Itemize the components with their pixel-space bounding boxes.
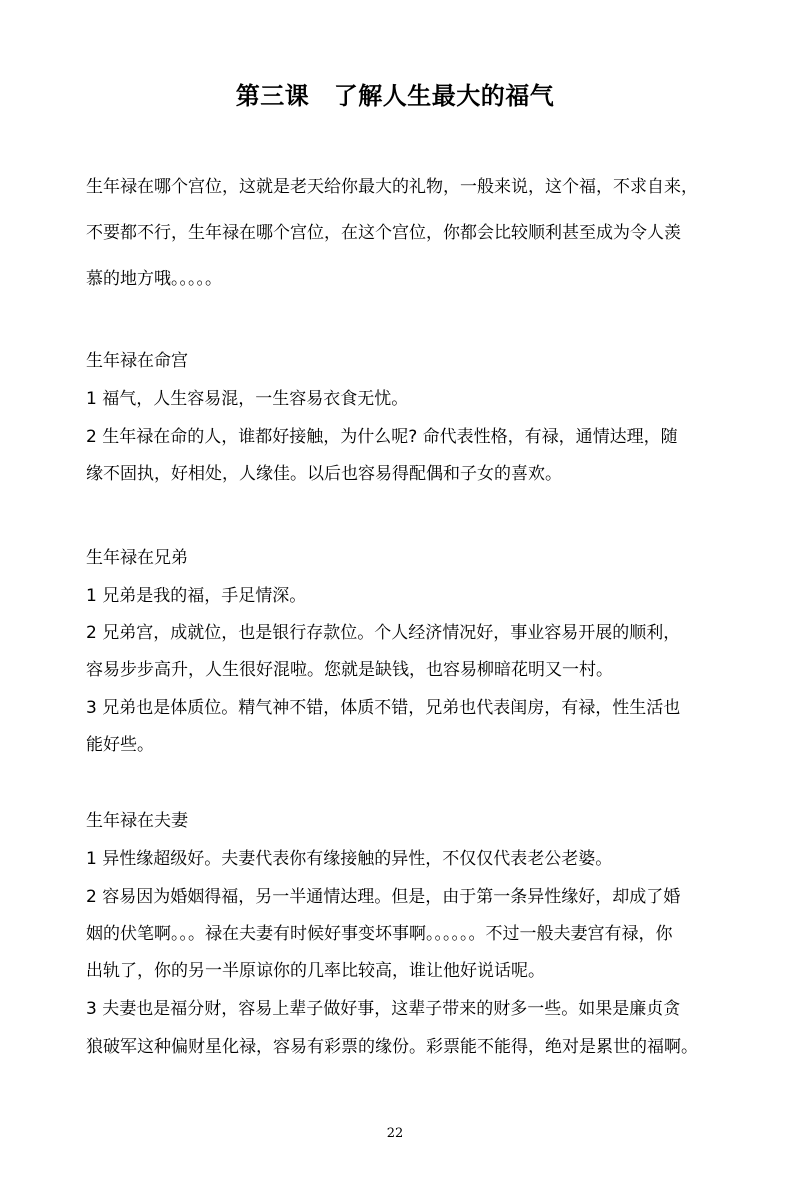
section-line: 狼破军这种偏财星化禄，容易有彩票的缘份。彩票能不能得，绝对是累世的福啊。: [86, 1037, 698, 1057]
section-line: 2 容易因为婚姻得福，另一半通情达理。但是，由于第一条异性缘好，却成了婚: [86, 887, 681, 907]
section-line: 1 异性缘超级好。夫妻代表你有缘接触的异性，不仅仅代表老公老婆。: [86, 849, 613, 869]
section-heading-fuqi: 生年禄在夫妻: [86, 811, 188, 831]
section-line: 3 兄弟也是体质位。精气神不错，体质不错，兄弟也代表闺房，有禄，性生活也: [86, 698, 681, 718]
intro-line: 慕的地方哦。。。。。: [86, 269, 222, 289]
section-line: 姻的伏笔啊。。。禄在夫妻有时候好事变坏事啊。。。。。。不过一般夫妻宫有禄，你: [86, 924, 673, 944]
section-line: 能好些。: [86, 735, 154, 755]
section-heading-xiongdi: 生年禄在兄弟: [86, 548, 188, 568]
section-line: 2 兄弟宫，成就位，也是银行存款位。个人经济情况好，事业容易开展的顺利，: [86, 623, 681, 643]
section-line: 1 兄弟是我的福，手足情深。: [86, 586, 307, 606]
section-heading-ming: 生年禄在命宫: [86, 351, 188, 371]
section-line: 出轨了，你的另一半原谅你的几率比较高，谁让他好说话呢。: [86, 961, 545, 981]
section-line: 缘不固执，好相处，人缘佳。以后也容易得配偶和子女的喜欢。: [86, 464, 562, 484]
intro-line: 生年禄在哪个宫位，这就是老天给你最大的礼物，一般来说，这个福，不求自来，: [86, 177, 698, 197]
page-number: 22: [386, 1126, 404, 1141]
section-line: 1 福气，人生容易混，一生容易衣食无忧。: [86, 389, 409, 409]
page-title: 第三课 了解人生最大的福气: [235, 82, 555, 110]
intro-line: 不要都不行，生年禄在哪个宫位，在这个宫位，你都会比较顺利甚至成为令人羡: [86, 223, 681, 243]
section-line: 2 生年禄在命的人，谁都好接触，为什么呢? 命代表性格，有禄，通情达理，随: [86, 427, 678, 447]
section-line: 3 夫妻也是福分财，容易上辈子做好事，这辈子带来的财多一些。如果是廉贞贪: [86, 999, 681, 1019]
section-line: 容易步步高升，人生很好混啦。您就是缺钱，也容易柳暗花明又一村。: [86, 660, 613, 680]
